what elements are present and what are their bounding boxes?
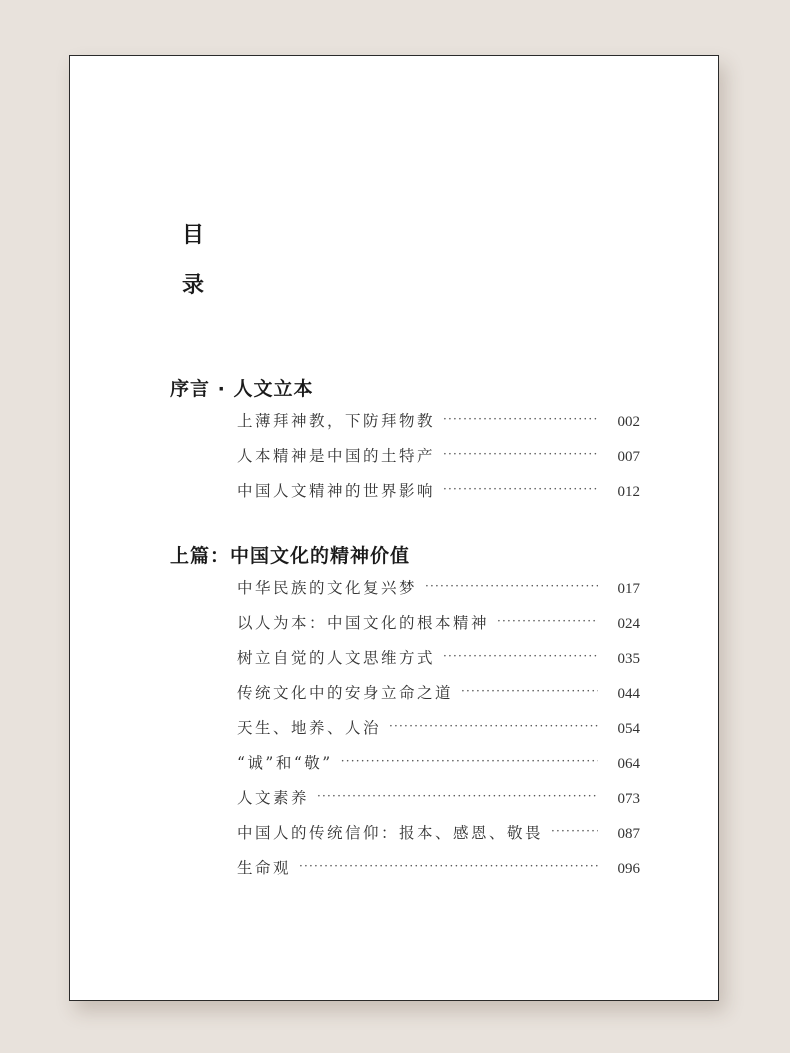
entry-title: “诚”和“敬”	[237, 754, 333, 772]
section-heading: 序言 · 人文立本	[170, 378, 314, 400]
toc-entry[interactable]	[237, 641, 640, 676]
toc-entry[interactable]	[237, 404, 640, 439]
page-number: 044	[617, 686, 640, 702]
page-number: 096	[617, 861, 640, 877]
toc-entry[interactable]	[237, 711, 640, 746]
dot-leader	[443, 437, 598, 472]
section-part-one	[170, 541, 640, 886]
toc-entry[interactable]	[237, 676, 640, 711]
dot-leader	[461, 674, 598, 709]
dot-leader	[443, 402, 598, 437]
page-number: 012	[617, 484, 640, 500]
toc-title	[182, 211, 212, 311]
dot-leader	[443, 639, 598, 674]
dot-leader	[341, 744, 598, 779]
toc-entry[interactable]	[237, 571, 640, 606]
entry-title: 人文素养	[237, 789, 310, 807]
book-page	[69, 55, 719, 1001]
toc-title-char: 录	[182, 273, 205, 298]
page-number: 054	[617, 721, 640, 737]
entry-title: 上薄拜神教，下防拜物教	[237, 412, 436, 430]
toc-entry[interactable]	[237, 746, 640, 781]
page-number: 024	[617, 616, 640, 632]
page-number: 073	[617, 791, 640, 807]
toc-entry[interactable]	[237, 606, 640, 641]
entry-title: 中国人的传统信仰：报本、感恩、敬畏	[237, 824, 544, 842]
entry-title: 中国人文精神的世界影响	[237, 482, 436, 500]
entry-title: 中华民族的文化复兴梦	[237, 579, 418, 597]
section-heading: 上篇：中国文化的精神价值	[170, 545, 411, 567]
page-number: 002	[617, 414, 640, 430]
page-number: 035	[617, 651, 640, 667]
dot-leader	[497, 604, 598, 639]
entry-title: 生命观	[237, 859, 292, 877]
toc-title-char: 目	[182, 223, 205, 248]
toc-entry[interactable]	[237, 439, 640, 474]
entry-title: 树立自觉的人文思维方式	[237, 649, 436, 667]
dot-leader	[389, 709, 598, 744]
section-preface	[170, 374, 640, 509]
dot-leader	[317, 779, 598, 814]
toc-entry[interactable]	[237, 781, 640, 816]
entry-title: 天生、地养、人治	[237, 719, 382, 737]
page-number: 087	[617, 826, 640, 842]
page-number: 007	[617, 449, 640, 465]
toc-entry[interactable]	[237, 474, 640, 509]
entry-title: 传统文化中的安身立命之道	[237, 684, 454, 702]
page-number: 017	[617, 581, 640, 597]
toc-entry[interactable]	[237, 851, 640, 886]
toc-entry[interactable]	[237, 816, 640, 851]
dot-leader	[551, 814, 598, 849]
dot-leader	[425, 569, 598, 604]
entry-title: 以人为本：中国文化的根本精神	[237, 614, 490, 632]
entry-title: 人本精神是中国的土特产	[237, 447, 436, 465]
dot-leader	[443, 472, 598, 507]
page-number: 064	[617, 756, 640, 772]
dot-leader	[299, 849, 598, 884]
